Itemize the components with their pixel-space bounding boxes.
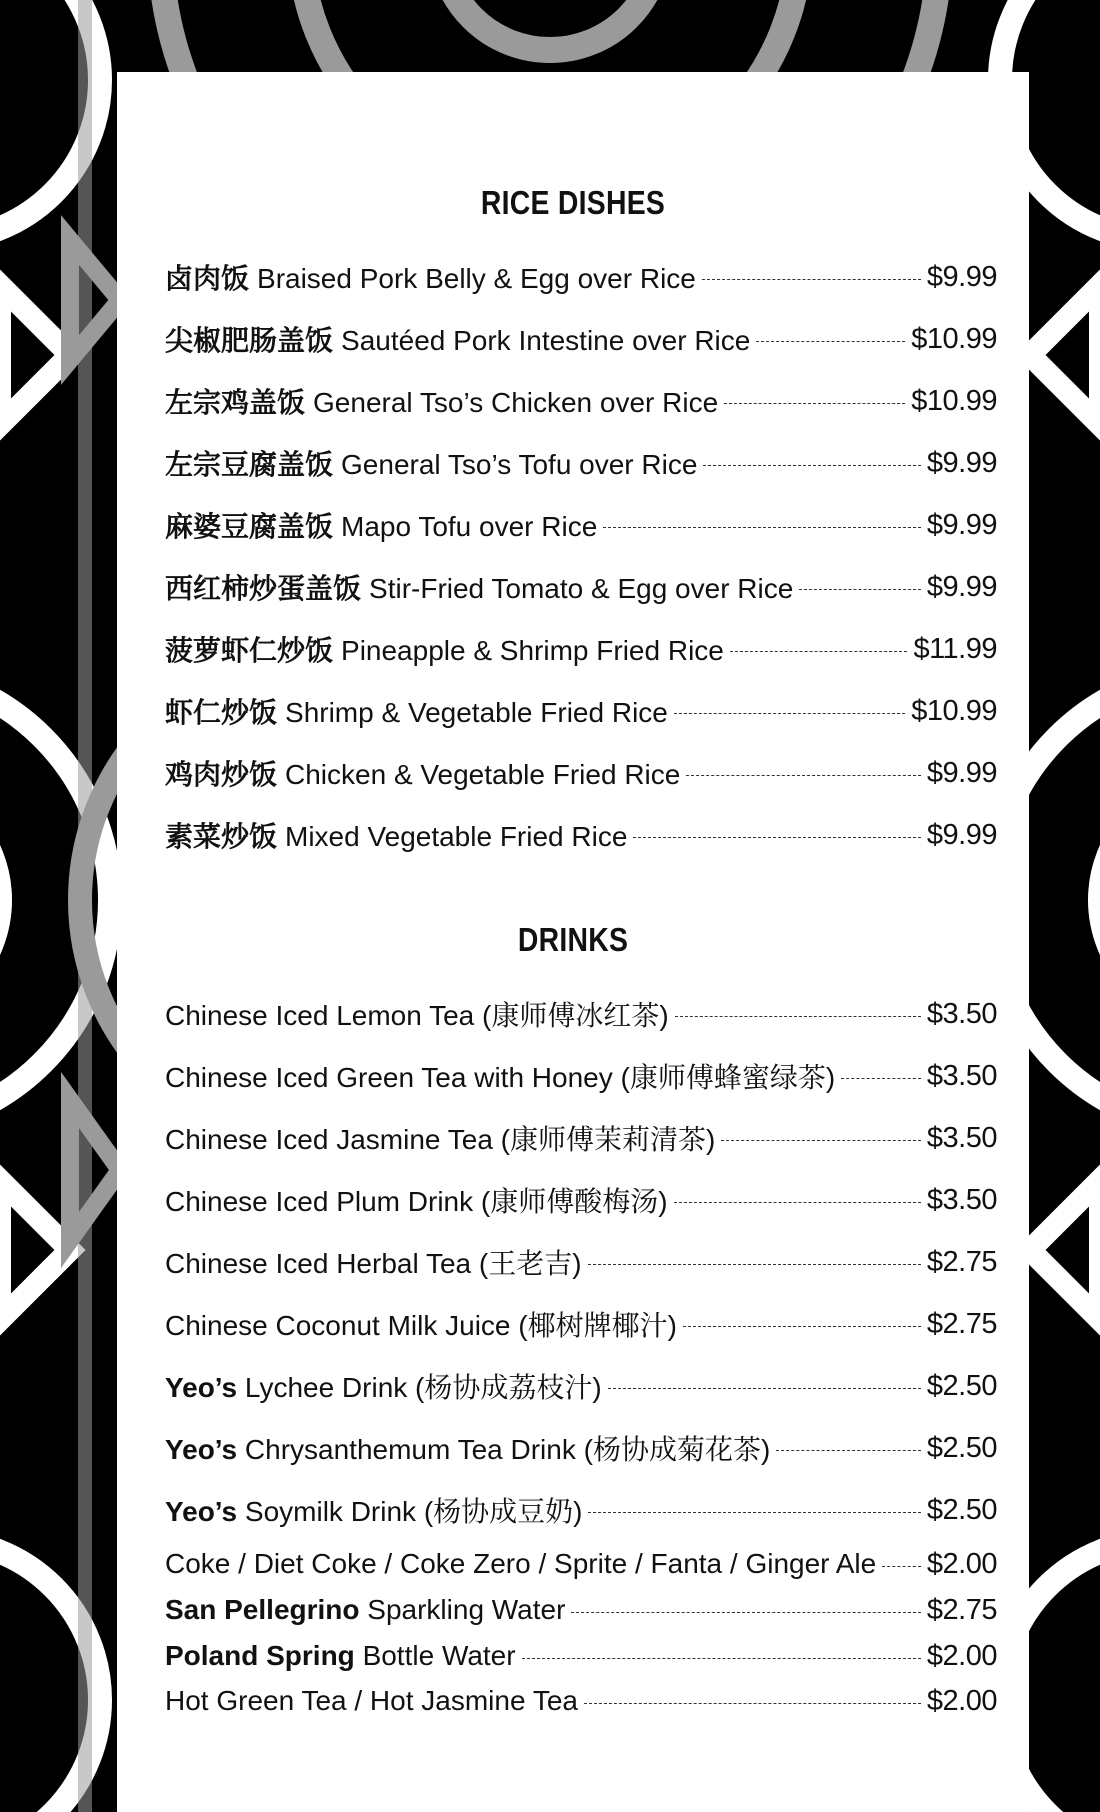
rice-dish-item: [165, 381, 997, 421]
rice-dish-item-price: $9.99: [926, 508, 997, 541]
rice-dish-item: [165, 443, 997, 483]
drink-name-text: Chinese Iced Green Tea with Honey (康师傅蜂蜜绿茶): [165, 1062, 836, 1093]
rice-dish-item: [165, 691, 997, 731]
drink-item-price: $3.50: [926, 997, 997, 1030]
dotted-leader: [721, 1140, 921, 1141]
rice-dish-item-name: [165, 815, 627, 855]
drink-name-text: Chrysanthemum Tea Drink (杨协成菊花茶): [244, 1434, 771, 1465]
rice-dish-english-name: General Tso’s Chicken over Rice: [313, 387, 719, 418]
drink-item-price: $2.50: [926, 1431, 997, 1464]
dotted-leader: [571, 1612, 920, 1613]
rice-dish-item-name: [165, 319, 750, 359]
rice-dish-chinese-name: 西红柿炒蛋盖饭: [165, 573, 362, 604]
drink-item: [165, 1180, 997, 1220]
drink-item-price: $2.50: [926, 1493, 997, 1526]
drink-name-text: Soymilk Drink (杨协成豆奶): [244, 1496, 583, 1527]
drink-item-name: [165, 994, 669, 1034]
drink-item: [165, 1118, 997, 1158]
dotted-leader: [724, 403, 905, 404]
rice-dish-item-price: $11.99: [913, 632, 997, 665]
drink-item-name: [165, 1548, 876, 1580]
drink-item: [165, 1590, 997, 1630]
dotted-leader: [702, 279, 921, 280]
drink-item: [165, 1242, 997, 1282]
dotted-leader: [703, 465, 920, 466]
drink-name-text: Hot Green Tea / Hot Jasmine Tea: [165, 1685, 578, 1716]
drink-name-text: Lychee Drink (杨协成荔枝汁): [244, 1372, 602, 1403]
rice-dish-item-price: $9.99: [926, 570, 997, 603]
rice-dish-english-name: Mixed Vegetable Fried Rice: [285, 821, 628, 852]
rice-dish-chinese-name: 左宗鸡盖饭: [165, 387, 306, 418]
rice-dish-english-name: Braised Pork Belly & Egg over Rice: [257, 263, 696, 294]
dotted-leader: [522, 1658, 921, 1659]
drink-item: [165, 1544, 997, 1584]
drink-name-text: Chinese Iced Plum Drink (康师傅酸梅汤): [165, 1186, 668, 1217]
rice-dish-item: [165, 319, 997, 359]
dotted-leader: [584, 1703, 921, 1704]
rice-dish-item-price: $9.99: [926, 260, 997, 293]
rice-dish-item-name: [165, 691, 668, 731]
drink-brand: Poland Spring: [165, 1640, 363, 1671]
drink-item-name: [165, 1640, 516, 1672]
drink-name-text: Bottle Water: [362, 1640, 516, 1671]
drink-item-name: [165, 1304, 677, 1344]
rice-dish-item: [165, 505, 997, 545]
dotted-leader: [588, 1512, 920, 1513]
rice-dish-chinese-name: 鸡肉炒饭: [165, 759, 278, 790]
drink-name-text: Chinese Iced Jasmine Tea (康师傅茉莉清茶): [165, 1124, 716, 1155]
rice-dish-english-name: Sautéed Pork Intestine over Rice: [341, 325, 751, 356]
rice-dish-english-name: Pineapple & Shrimp Fried Rice: [341, 635, 724, 666]
rice-dish-item: [165, 567, 997, 607]
drink-name-text: Coke / Diet Coke / Coke Zero / Sprite / Fanta / Ginger Ale: [165, 1548, 877, 1579]
rice-dish-item-name: [165, 753, 680, 793]
rice-dish-english-name: General Tso’s Tofu over Rice: [341, 449, 698, 480]
drink-item-name: [165, 1366, 602, 1406]
dotted-leader: [882, 1566, 921, 1567]
drink-item-price: $2.00: [926, 1684, 997, 1717]
dotted-leader: [588, 1264, 921, 1265]
rice-dish-chinese-name: 菠萝虾仁炒饭: [165, 635, 334, 666]
rice-dish-item-name: [165, 505, 597, 545]
drink-brand: Yeo’s: [165, 1372, 245, 1403]
rice-dish-english-name: Chicken & Vegetable Fried Rice: [285, 759, 681, 790]
rice-dish-item-name: [165, 257, 696, 297]
drink-item-name: [165, 1428, 770, 1468]
drink-brand: San Pellegrino: [165, 1594, 368, 1625]
drink-item: [165, 1490, 997, 1530]
drink-item: [165, 1056, 997, 1096]
rice-dish-item-price: $10.99: [911, 694, 997, 727]
drink-item: [165, 994, 997, 1034]
rice-dish-item-name: [165, 629, 724, 669]
rice-dish-english-name: Shrimp & Vegetable Fried Rice: [285, 697, 668, 728]
drink-name-text: Chinese Iced Lemon Tea (康师傅冰红茶): [165, 1000, 669, 1031]
rice-dishes-heading: RICE DISHES: [480, 184, 666, 221]
drink-item-price: $3.50: [926, 1121, 997, 1154]
rice-dish-item-price: $10.99: [911, 384, 997, 417]
drink-brand: Yeo’s: [165, 1496, 245, 1527]
drink-item-price: $2.75: [926, 1593, 997, 1626]
drink-item-name: [165, 1685, 578, 1717]
dotted-leader: [674, 713, 905, 714]
rice-dish-chinese-name: 素菜炒饭: [165, 821, 278, 852]
dotted-leader: [603, 527, 921, 528]
dotted-leader: [683, 1326, 921, 1327]
rice-dish-chinese-name: 左宗豆腐盖饭: [165, 449, 334, 480]
drink-item-name: [165, 1056, 835, 1096]
rice-dish-item-name: [165, 567, 793, 607]
drink-item: [165, 1304, 997, 1344]
rice-dish-item: [165, 753, 997, 793]
dotted-leader: [776, 1450, 921, 1451]
dotted-leader: [799, 589, 921, 590]
drink-item-price: $2.75: [926, 1307, 997, 1340]
dotted-leader: [841, 1078, 921, 1079]
rice-dish-item: [165, 629, 997, 669]
drink-item-price: $3.50: [926, 1059, 997, 1092]
drink-item-name: [165, 1490, 582, 1530]
rice-dish-item: [165, 257, 997, 297]
drink-name-text: Chinese Iced Herbal Tea (王老吉): [165, 1248, 582, 1279]
drink-item-name: [165, 1242, 582, 1282]
dotted-leader: [686, 775, 921, 776]
drink-item-price: $2.00: [926, 1547, 997, 1580]
drink-brand: Yeo’s: [165, 1434, 245, 1465]
drink-item-price: $2.00: [926, 1639, 997, 1672]
drink-item: [165, 1428, 997, 1468]
dotted-leader: [674, 1202, 921, 1203]
drink-item: [165, 1681, 997, 1721]
drink-item-price: $2.50: [926, 1369, 997, 1402]
drink-item: [165, 1366, 997, 1406]
rice-dish-item-price: $9.99: [926, 446, 997, 479]
rice-dish-english-name: Stir-Fried Tomato & Egg over Rice: [369, 573, 794, 604]
drinks-heading: DRINKS: [517, 921, 629, 958]
drink-item-name: [165, 1594, 565, 1626]
dotted-leader: [608, 1388, 921, 1389]
dotted-leader: [756, 341, 905, 342]
rice-dish-item-price: $10.99: [911, 322, 997, 355]
rice-dish-chinese-name: 麻婆豆腐盖饭: [165, 511, 334, 542]
drink-item-name: [165, 1180, 668, 1220]
rice-dish-chinese-name: 尖椒肥肠盖饭: [165, 325, 334, 356]
rice-dish-item-name: [165, 381, 718, 421]
dotted-leader: [633, 837, 921, 838]
menu-panel: [117, 72, 1029, 1812]
rice-dish-english-name: Mapo Tofu over Rice: [341, 511, 598, 542]
dotted-leader: [730, 651, 908, 652]
rice-dish-item-price: $9.99: [926, 818, 997, 851]
rice-dish-chinese-name: 卤肉饭: [165, 263, 250, 294]
rice-dish-chinese-name: 虾仁炒饭: [165, 697, 278, 728]
dotted-leader: [675, 1016, 921, 1017]
drink-item: [165, 1636, 997, 1676]
rice-dish-item: [165, 815, 997, 855]
drink-item-price: $2.75: [926, 1245, 997, 1278]
rice-dish-item-price: $9.99: [926, 756, 997, 789]
drink-item-price: $3.50: [926, 1183, 997, 1216]
drink-item-name: [165, 1118, 715, 1158]
drink-name-text: Sparkling Water: [367, 1594, 566, 1625]
rice-dish-item-name: [165, 443, 697, 483]
drink-name-text: Chinese Coconut Milk Juice (椰树牌椰汁): [165, 1310, 677, 1341]
